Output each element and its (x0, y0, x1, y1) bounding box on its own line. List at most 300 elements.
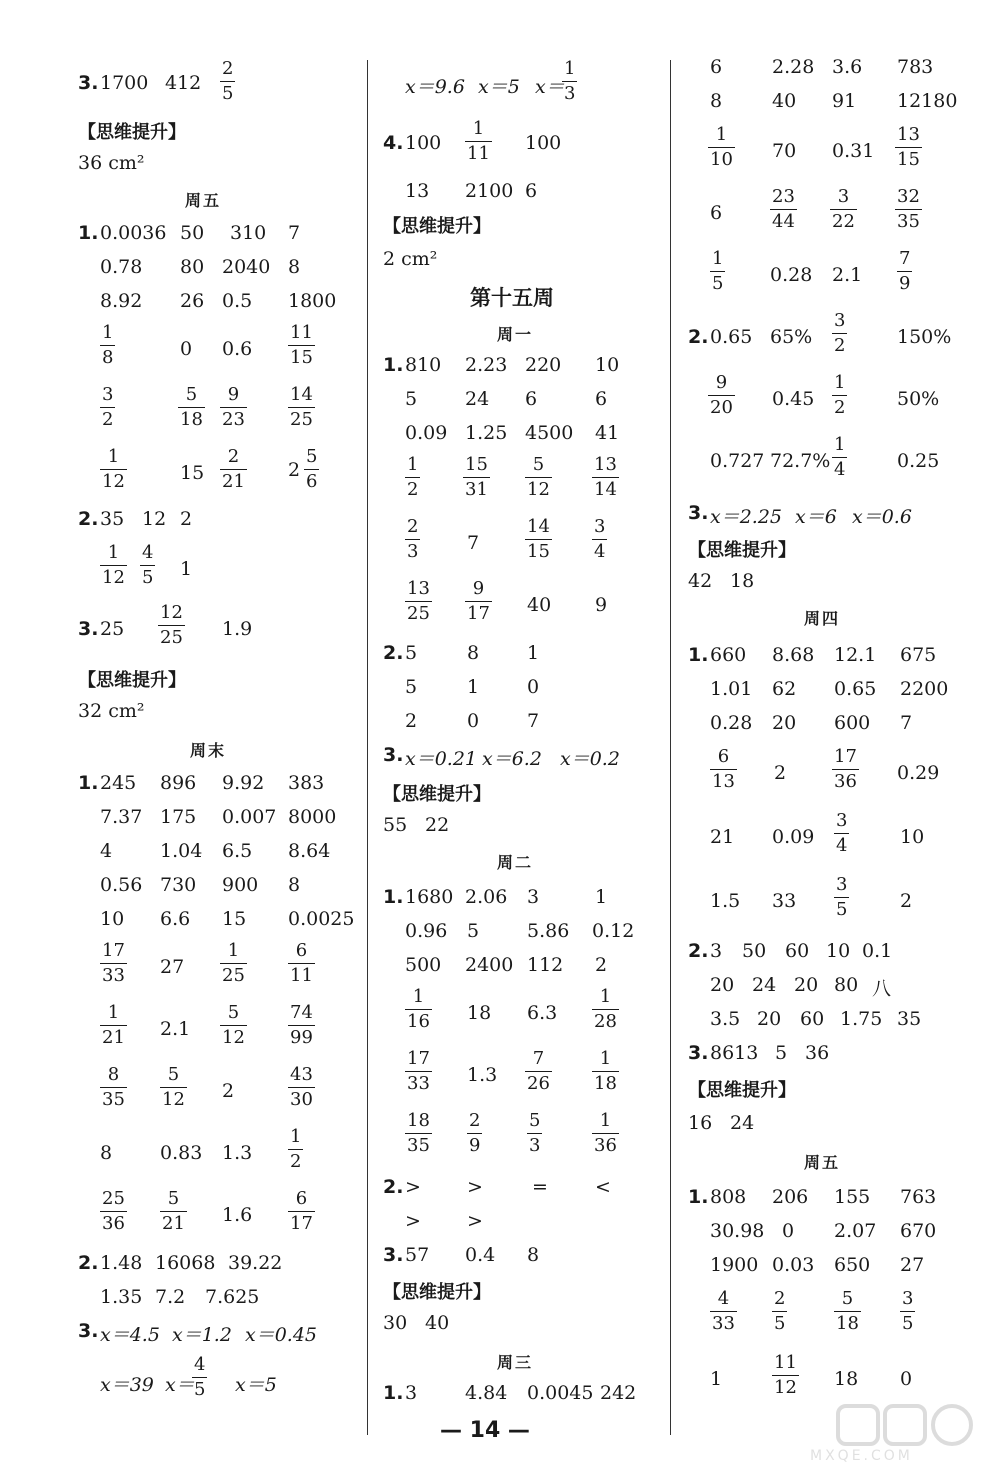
thinking-answer: 22 (425, 814, 450, 836)
thinking-section-label: 【思维提升】 (78, 122, 186, 143)
q-number: 2. (383, 642, 404, 664)
fraction: 3 2 (834, 310, 846, 356)
answer-value: 24 (752, 974, 777, 996)
answer-value: 4.84 (465, 1382, 508, 1404)
answer-value: 57 (405, 1244, 430, 1266)
equation-prefix: x＝ (535, 76, 565, 98)
fraction: 2 9 (469, 1110, 481, 1156)
answer-value: 8 (288, 874, 301, 896)
answer-value: 0.5 (222, 290, 253, 312)
q-number: 2. (78, 1252, 99, 1274)
answer-value: 12 (142, 508, 167, 530)
equation-answer: x＝6 (795, 506, 837, 528)
fraction: 5 3 (529, 1110, 541, 1156)
fraction: 5 18 (180, 384, 203, 430)
equation-answer: x＝6.2 (482, 748, 542, 770)
fraction: 1 10 (710, 124, 733, 170)
fraction: 9 17 (467, 578, 490, 624)
fraction: 1 8 (102, 322, 114, 368)
thinking-section-label: 【思维提升】 (383, 1282, 491, 1303)
answer-value: 3 (527, 886, 540, 908)
answer-value: 6 (595, 388, 608, 410)
answer-value: 1800 (288, 290, 337, 312)
answer-value: 2 (595, 954, 608, 976)
q-number: 2. (78, 508, 99, 530)
answer-value: 0.56 (100, 874, 143, 896)
equation-answer: x＝2.25 (710, 506, 783, 528)
fraction: 1 36 (594, 1110, 617, 1156)
equation-answer: x＝5 (235, 1374, 277, 1396)
answer-value: 0 (900, 1368, 913, 1390)
answer-value: 7 (527, 710, 540, 732)
answer-value: 0.09 (405, 422, 448, 444)
answer-value: 1.25 (465, 422, 508, 444)
answer-value: 41 (595, 422, 620, 444)
answer-value: 50 (742, 940, 767, 962)
answer-value: 18 (834, 1368, 859, 1390)
fraction: 15 31 (465, 454, 488, 500)
answer-value: 0.09 (772, 826, 815, 848)
fraction: 1 2 (290, 1126, 302, 1172)
equation-answer: x＝0.6 (852, 506, 912, 528)
fraction: 1 2 (834, 372, 846, 418)
answer-value: 0.29 (897, 762, 940, 784)
answer-value: 810 (405, 354, 442, 376)
answer-value: 0.0025 (288, 908, 355, 930)
q-number: 1. (688, 1186, 709, 1208)
answer-value: 0.83 (160, 1142, 203, 1164)
fraction: 3 22 (832, 186, 855, 232)
fraction: 1 16 (407, 986, 430, 1032)
answer-value: 5 (405, 388, 418, 410)
answer-value: 7.37 (100, 806, 143, 828)
answer-value: 3 (405, 1382, 418, 1404)
answer-value: 39.22 (228, 1252, 283, 1274)
answer-value: 0 (782, 1220, 795, 1242)
fraction: 13 25 (407, 578, 430, 624)
answer-value: 15 (180, 462, 205, 484)
thinking-section-label: 【思维提升】 (383, 216, 491, 237)
fraction: 8 35 (102, 1064, 125, 1110)
fraction: 5 12 (527, 454, 550, 500)
answer-value: 7.625 (205, 1286, 260, 1308)
equation-prefix: x＝ (165, 1374, 195, 1396)
answer-value: 175 (160, 806, 197, 828)
answer-value: 155 (834, 1186, 871, 1208)
q-number: 1. (383, 886, 404, 908)
answer-value: 1 (180, 558, 193, 580)
answer-value: 6 (710, 202, 723, 224)
answer-value: 2 (774, 762, 787, 784)
fraction: 1 2 (407, 454, 419, 500)
answer-value: 50 (180, 222, 205, 244)
day-heading-wednesday: 周三 (497, 1353, 534, 1372)
day-heading-weekend: 周末 (190, 741, 227, 760)
answer-value: 21 (710, 826, 735, 848)
thinking-answer: 18 (730, 570, 755, 592)
fraction: 14 15 (527, 516, 550, 562)
answer-value: 245 (100, 772, 137, 794)
answer-value: 80 (180, 256, 205, 278)
fraction: 3 2 (102, 384, 114, 430)
answer-value: 0.28 (710, 712, 753, 734)
answer-value: 1700 (100, 72, 149, 94)
answer-value: 2100 (465, 180, 514, 202)
fraction: 1 12 (102, 542, 125, 588)
answer-value: 660 (710, 644, 747, 666)
answer-value: 25 (100, 618, 125, 640)
answer-value: 896 (160, 772, 197, 794)
equation-answer: x＝0.21 (405, 748, 478, 770)
answer-value: 383 (288, 772, 325, 794)
thinking-answer: 2 cm² (383, 248, 438, 270)
fraction: 3 5 (836, 874, 848, 920)
fraction: 2 5 (774, 1288, 786, 1334)
answer-value: 0.25 (897, 450, 940, 472)
answer-value: 100 (525, 132, 562, 154)
answer-value: 1680 (405, 886, 454, 908)
answer-value: 40 (772, 90, 797, 112)
day-heading-tuesday: 周二 (497, 853, 534, 872)
answer-value: 150% (897, 326, 952, 348)
fraction: 32 35 (897, 186, 920, 232)
fraction: 13 14 (594, 454, 617, 500)
fraction: 23 44 (772, 186, 795, 232)
answer-value: 8 (100, 1142, 113, 1164)
answer-value: 8 (288, 256, 301, 278)
fraction: 2 21 (222, 446, 245, 492)
fraction: 4 5 (194, 1354, 206, 1400)
answer-value: 10 (595, 354, 620, 376)
answer-value: 9 (595, 594, 608, 616)
fraction: 1 25 (222, 940, 245, 986)
answer-value: 2 (405, 710, 418, 732)
day-heading-friday: 周五 (185, 191, 222, 210)
answer-value: 2.06 (465, 886, 508, 908)
answer-value: 7 (467, 532, 480, 554)
answer-value: 1.75 (840, 1008, 883, 1030)
answer-value: 0.727 (710, 450, 765, 472)
answer-value: 5.86 (527, 920, 570, 942)
answer-value: 60 (785, 940, 810, 962)
q-number: 2. (688, 940, 709, 962)
q-number: 3. (383, 1244, 404, 1266)
answer-value: 65% (770, 326, 813, 348)
answer-value: 0.03 (772, 1254, 815, 1276)
answer-value: 730 (160, 874, 197, 896)
fraction: 3 4 (836, 810, 848, 856)
answer-value: 1.9 (222, 618, 253, 640)
comparison-symbol: < (595, 1176, 611, 1198)
answer-value: 35 (100, 508, 125, 530)
watermark-icon (800, 1400, 995, 1450)
thinking-answer: 24 (730, 1112, 755, 1134)
answer-value: 8 (467, 642, 480, 664)
answer-value: 0.0036 (100, 222, 167, 244)
fraction: 43 30 (290, 1064, 313, 1110)
answer-value: 91 (832, 90, 857, 112)
answer-value: 50% (897, 388, 940, 410)
answer-value: 2 (180, 508, 193, 530)
answer-value: 412 (165, 72, 202, 94)
answer-value: 0.45 (772, 388, 815, 410)
fraction: 1 4 (834, 434, 846, 480)
answer-value: 12180 (897, 90, 958, 112)
answer-value: 1.01 (710, 678, 753, 700)
answer-value: 27 (900, 1254, 925, 1276)
answer-value: 2.23 (465, 354, 508, 376)
answer-value: 0.1 (862, 940, 893, 962)
answer-value: 6.6 (160, 908, 191, 930)
answer-value: 670 (900, 1220, 937, 1242)
q-number: 2. (688, 326, 709, 348)
answer-value: 1.5 (710, 890, 741, 912)
fraction: 12 25 (160, 602, 183, 648)
fraction: 7 26 (527, 1048, 550, 1094)
answer-value: 8000 (288, 806, 337, 828)
answer-value: 783 (897, 56, 934, 78)
answer-value: 206 (772, 1186, 809, 1208)
answer-value: 27 (160, 956, 185, 978)
fraction: 25 36 (102, 1188, 125, 1234)
answer-value: 100 (405, 132, 442, 154)
answer-value: 10 (100, 908, 125, 930)
fraction: 5 21 (162, 1188, 185, 1234)
thinking-section-label: 【思维提升】 (688, 1080, 796, 1101)
answer-value: 0.0045 (527, 1382, 594, 1404)
fraction: 6 13 (712, 746, 735, 792)
answer-value: 650 (834, 1254, 871, 1276)
fraction: 3 4 (594, 516, 606, 562)
answer-value: 20 (710, 974, 735, 996)
answer-value: 1 (595, 886, 608, 908)
comparison-symbol: > (467, 1210, 483, 1232)
fraction: 9 20 (710, 372, 733, 418)
answer-value: 10 (900, 826, 925, 848)
answer-value: 2.07 (834, 1220, 877, 1242)
answer-value: 62 (772, 678, 797, 700)
thinking-answer: 16 (688, 1112, 713, 1134)
answer-value: 0.4 (465, 1244, 496, 1266)
answer-value: 1.35 (100, 1286, 143, 1308)
answer-value: 8.68 (772, 644, 815, 666)
q-number: 1. (78, 222, 99, 244)
answer-value: 9.92 (222, 772, 265, 794)
fraction: 6 11 (290, 940, 313, 986)
answer-value: 24 (465, 388, 490, 410)
answer-value: 33 (772, 890, 797, 912)
fraction: 17 36 (834, 746, 857, 792)
answer-value: 900 (222, 874, 259, 896)
answer-value: 10 (826, 940, 851, 962)
answer-value: 2040 (222, 256, 271, 278)
fraction: 4 33 (712, 1288, 735, 1334)
answer-value: 20 (757, 1008, 782, 1030)
answer-value: 3.6 (832, 56, 863, 78)
answer-value: 15 (222, 908, 247, 930)
answer-value: 8 (710, 90, 723, 112)
fraction: 2 3 (407, 516, 419, 562)
column-divider-left (367, 60, 368, 1435)
answer-value: 8.64 (288, 840, 331, 862)
answer-value: 4 (100, 840, 113, 862)
answer-value: 0.31 (832, 140, 875, 162)
answer-value: 0.12 (592, 920, 635, 942)
answer-value: 7.2 (155, 1286, 186, 1308)
answer-value: 2400 (465, 954, 514, 976)
day-heading-friday: 周五 (804, 1153, 841, 1172)
answer-value: 0.96 (405, 920, 448, 942)
answer-value: 八 (872, 978, 892, 1000)
watermark-site: MXQE.COM (810, 1448, 913, 1464)
answer-value: 0.007 (222, 806, 277, 828)
answer-value: 72.7% (770, 450, 831, 472)
fraction: 5 12 (222, 1002, 245, 1048)
fraction: 5 18 (836, 1288, 859, 1334)
answer-value: 600 (834, 712, 871, 734)
q-number: 4. (383, 132, 404, 154)
answer-value: 1.48 (100, 1252, 143, 1274)
q-number: 2. (383, 1176, 404, 1198)
thinking-answer: 32 cm² (78, 700, 145, 722)
fraction: 17 33 (102, 940, 125, 986)
answer-value: 5 (775, 1042, 788, 1064)
thinking-section-label: 【思维提升】 (78, 670, 186, 691)
equation-answer: x＝5 (478, 76, 520, 98)
q-number: 1. (383, 1382, 404, 1404)
column-divider-right (670, 60, 671, 1435)
answer-value: 5 (467, 920, 480, 942)
answer-value: 220 (525, 354, 562, 376)
answer-value: 1900 (710, 1254, 759, 1276)
comparison-symbol: > (405, 1210, 421, 1232)
answer-value: 70 (772, 140, 797, 162)
answer-value: 310 (230, 222, 267, 244)
equation-answer: x＝0.45 (245, 1324, 318, 1346)
fraction: 1 18 (594, 1048, 617, 1094)
answer-value: 7 (900, 712, 913, 734)
fraction: 6 17 (290, 1188, 313, 1234)
answer-value: 8.92 (100, 290, 143, 312)
thinking-section-label: 【思维提升】 (688, 540, 796, 561)
thinking-answer: 55 (383, 814, 408, 836)
answer-value: 763 (900, 1186, 937, 1208)
answer-value: 112 (527, 954, 564, 976)
comparison-symbol: = (532, 1176, 548, 1198)
page-number: — 14 — (440, 1418, 530, 1443)
answer-value: 1 (710, 1368, 723, 1390)
q-number: 3. (688, 502, 709, 524)
answer-value: 35 (897, 1008, 922, 1030)
fraction: 5 12 (162, 1064, 185, 1110)
q-number: 3. (78, 618, 99, 640)
answer-value: 8613 (710, 1042, 759, 1064)
answer-value: 20 (772, 712, 797, 734)
answer-value: 0 (467, 710, 480, 732)
q-number: 3. (383, 744, 404, 766)
answer-value: 7 (288, 222, 301, 244)
comparison-symbol: > (467, 1176, 483, 1198)
fraction: 3 5 (902, 1288, 914, 1334)
answer-value: 0 (180, 338, 193, 360)
equation-answer: x＝39 (100, 1374, 154, 1396)
answer-value: 1 (527, 642, 540, 664)
answer-value: 6.3 (527, 1002, 558, 1024)
answer-value: 675 (900, 644, 937, 666)
answer-value: 6 (710, 56, 723, 78)
fraction: 2 5 (222, 58, 234, 104)
answer-value: 5 (405, 676, 418, 698)
fraction: 4 5 (142, 542, 154, 588)
answer-value: 3 (710, 940, 723, 962)
fraction: 1 12 (102, 446, 125, 492)
q-number: 3. (78, 1320, 99, 1342)
answer-value: 30.98 (710, 1220, 765, 1242)
q-number: 1. (688, 644, 709, 666)
fraction: 1 5 (712, 248, 724, 294)
day-heading-thursday: 周四 (804, 609, 841, 628)
comparison-symbol: > (405, 1176, 421, 1198)
answer-value: 808 (710, 1186, 747, 1208)
fraction: 14 25 (290, 384, 313, 430)
answer-value: 2 (222, 1080, 235, 1102)
answer-value: 16068 (155, 1252, 216, 1274)
equation-answer: x＝9.6 (405, 76, 465, 98)
fraction: 11 12 (774, 1352, 797, 1398)
answer-value: 36 (805, 1042, 830, 1064)
fraction: 17 33 (407, 1048, 430, 1094)
answer-value: 5 (405, 642, 418, 664)
answer-value: 26 (180, 290, 205, 312)
answer-value: 2.1 (160, 1018, 191, 1040)
q-number: 3. (688, 1042, 709, 1064)
fraction: 1 3 (564, 58, 576, 104)
answer-value: 60 (800, 1008, 825, 1030)
answer-value: 1.3 (467, 1064, 498, 1086)
thinking-section-label: 【思维提升】 (383, 784, 491, 805)
answer-value: 1 (467, 676, 480, 698)
answer-value: 242 (600, 1382, 637, 1404)
fraction: 9 23 (222, 384, 245, 430)
thinking-answer: 30 (383, 1312, 408, 1334)
answer-value: 6 (525, 180, 538, 202)
answer-value: 18 (467, 1002, 492, 1024)
answer-value: 4500 (525, 422, 574, 444)
fraction: 13 15 (897, 124, 920, 170)
answer-value: 13 (405, 180, 430, 202)
answer-value: 2200 (900, 678, 949, 700)
answer-value: 0.6 (222, 338, 253, 360)
thinking-answer: 36 cm² (78, 152, 145, 174)
answer-value: 6 (525, 388, 538, 410)
answer-value: 20 (794, 974, 819, 996)
q-number: 1. (383, 354, 404, 376)
fraction: 1 21 (102, 1002, 125, 1048)
answer-value: 1.04 (160, 840, 203, 862)
answer-value: 500 (405, 954, 442, 976)
equation-answer: x＝0.2 (560, 748, 620, 770)
week-heading: 第十五周 (470, 285, 554, 310)
fraction: 1 28 (594, 986, 617, 1032)
answer-value: 0.65 (710, 326, 753, 348)
answer-value: 0 (527, 676, 540, 698)
equation-answer: x＝4.5 (100, 1324, 160, 1346)
fraction: 18 35 (407, 1110, 430, 1156)
answer-value: 0.78 (100, 256, 143, 278)
answer-value: 80 (834, 974, 859, 996)
fraction: 11 15 (290, 322, 313, 368)
answer-value: 40 (527, 594, 552, 616)
